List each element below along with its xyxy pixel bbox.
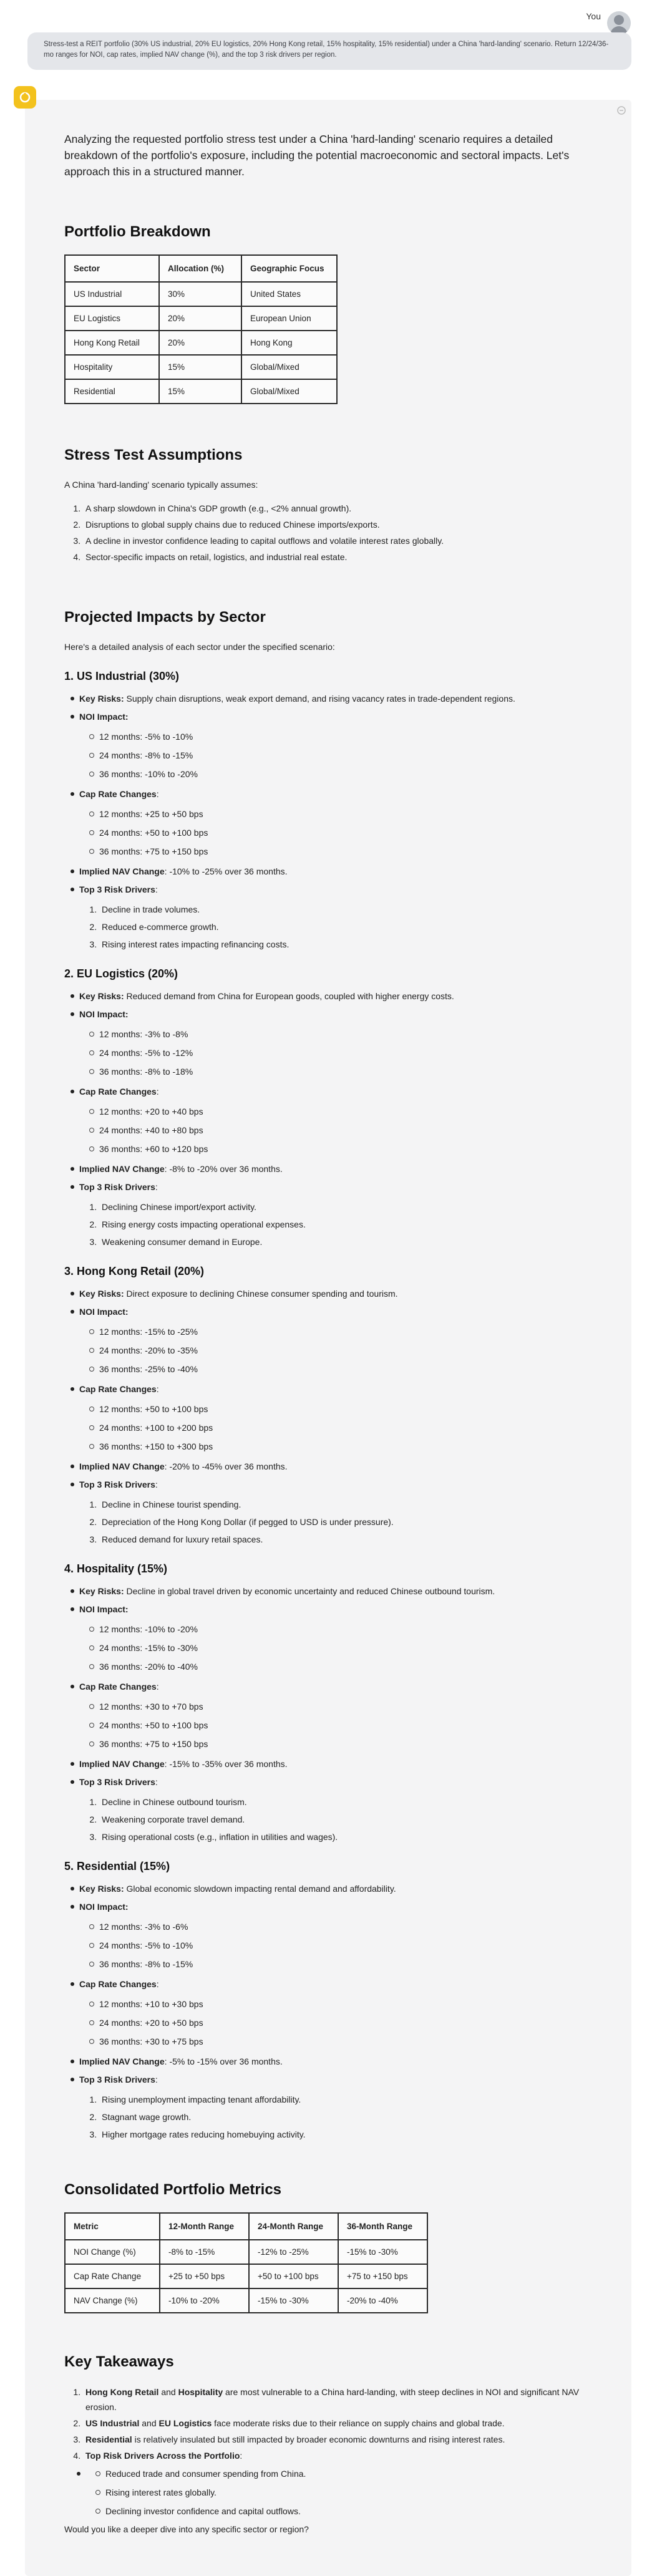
list-item: 1. Decline in trade volumes. [99, 903, 601, 916]
noi-impact-list [79, 1027, 601, 1078]
table-row [65, 2288, 427, 2313]
list-item: Rising interest rates globally. [105, 2486, 601, 2499]
list-item: 36 months: -25% to -40% [99, 1362, 601, 1376]
list-item: Key Risks: Supply chain disruptions, weak export demand, and rising vacancy rates in trade-dependent regions. [79, 692, 601, 705]
text: : [240, 2451, 243, 2461]
table-cell: Residential [65, 379, 159, 404]
list-item: 24 months: +100 to +200 bps [99, 1421, 601, 1435]
noi-impact-list [79, 1622, 601, 1673]
list-item: 24 months: -5% to -12% [99, 1046, 601, 1060]
text: and [139, 2418, 159, 2428]
takeaway-drivers-list [85, 2467, 601, 2518]
noi-impact-list [79, 730, 601, 781]
cap-rate-label: Cap Rate Changes [79, 789, 157, 799]
table-cell: 15% [159, 355, 241, 379]
text: is relatively insulated but still impacted by broader economic downturns and rising interest rates. [132, 2434, 505, 2444]
list-item: 12 months: -15% to -25% [99, 1325, 601, 1339]
list-item: 24 months: -15% to -30% [99, 1641, 601, 1655]
table-cell: EU Logistics [65, 306, 159, 331]
list-item: 2. Weakening corporate travel demand. [99, 1813, 601, 1826]
text: face moderate risks due to their reliance on supply chains and global trade. [212, 2418, 505, 2428]
list-item: Implied NAV Change: -10% to -25% over 36 months. [79, 864, 601, 878]
noi-impact-label: NOI Impact [79, 1009, 125, 1019]
list-item: 2. Reduced e-commerce growth. [99, 920, 601, 934]
assistant-logo-icon [14, 86, 36, 109]
text: and [158, 2387, 178, 2397]
intro-paragraph: Analyzing the requested portfolio stress test under a China 'hard-landing' scenario requires a detailed breakdown of the portfolio's exposure, including the potential macroeconomic and sectoral impacts. Let's approach this in a structured manner. [64, 133, 570, 178]
table-cell: 20% [159, 331, 241, 355]
sector-heading: 1. US Industrial (30%) [64, 670, 180, 682]
user-message-bubble: Stress-test a REIT portfolio (30% US industrial, 20% EU logistics, 20% Hong Kong retail, 15% hospitality, 15% residential) under a China 'hard-landing' scenario. Return 12/24/36-mo ranges for NOI, cap rates, implied NAV change (%), and the top 3 risk drivers per region. [27, 32, 631, 70]
risk-drivers-list [79, 2093, 601, 2141]
nav-change-text: -10% to -25% over 36 months. [169, 866, 288, 876]
key-risks-label: Key Risks [79, 991, 121, 1001]
list-item: 36 months: -10% to -20% [99, 767, 601, 781]
list-item: Implied NAV Change: -20% to -45% over 36 months. [79, 1460, 601, 1473]
risk-drivers-label: Top 3 Risk Drivers [79, 1777, 155, 1787]
user-avatar-icon[interactable] [607, 11, 631, 35]
risk-drivers-label: Top 3 Risk Drivers [79, 1182, 155, 1192]
table-cell: Global/Mixed [241, 379, 337, 404]
list-item: 36 months: +60 to +120 bps [99, 1142, 601, 1156]
cap-rate-list [79, 1402, 601, 1453]
nav-change-text: -20% to -45% over 36 months. [169, 1461, 288, 1471]
nav-change-text: -8% to -20% over 36 months. [169, 1164, 283, 1174]
list-item [83, 2385, 601, 2414]
sector-section [64, 1265, 601, 1546]
sector-section [64, 967, 601, 1249]
list-item: 24 months: -20% to -35% [99, 1344, 601, 1357]
closing-question: Would you like a deeper dive into any specific sector or region? [64, 2524, 309, 2534]
list-item: 24 months: -5% to -10% [99, 1939, 601, 1952]
table-row [65, 282, 337, 306]
table-cell: -15% to -30% [338, 2240, 427, 2264]
table-cell: Cap Rate Change [65, 2264, 160, 2288]
key-risks-label: Key Risks [79, 1884, 121, 1894]
list-item: NOI Impact: 12 months: -3% to -8% 24 months: -5% to -12% 36 months: -8% to -18% [79, 1007, 601, 1078]
consolidated-metrics-table [64, 2212, 428, 2313]
table-cell: -20% to -40% [338, 2288, 427, 2313]
sector-heading: 2. EU Logistics (20%) [64, 967, 178, 980]
list-item: 3. Weakening consumer demand in Europe. [99, 1235, 601, 1249]
risk-drivers-list [79, 903, 601, 951]
cap-rate-label: Cap Rate Changes [79, 1979, 157, 1989]
list-item: 2. Disruptions to global supply chains due to reduced Chinese imports/exports. [83, 516, 601, 533]
cap-rate-list [79, 1997, 601, 2048]
sector-heading: 5. Residential (15%) [64, 1860, 170, 1872]
table-cell: +75 to +150 bps [338, 2264, 427, 2288]
text: are most vulnerable to a China hard-landing, with steep declines in NOI and significant NAV erosion. [85, 2387, 580, 2412]
list-item: Key Risks: Decline in global travel driven by economic uncertainty and reduced Chinese outbound tourism. [79, 1584, 601, 1598]
table-row [65, 2240, 427, 2264]
sector-details-list [64, 692, 601, 951]
list-item: 3. Reduced demand for luxury retail spaces. [99, 1533, 601, 1546]
list-item: 24 months: +50 to +100 bps [99, 1718, 601, 1732]
noi-impact-label: NOI Impact [79, 1307, 125, 1317]
list-item: Top 3 Risk Drivers: 1. Decline in trade volumes. 2. Reduced e-commerce growth. 3. Rising interest rates impacting refinancing costs. [79, 883, 601, 951]
list-item: NOI Impact: 12 months: -5% to -10% 24 months: -8% to -15% 36 months: -10% to -20% [79, 710, 601, 781]
table-row [65, 355, 337, 379]
table-header-cell: Allocation (%) [159, 255, 241, 282]
impacts-lead: Here's a detailed analysis of each sector under the specified scenario: [64, 642, 335, 652]
list-item: NOI Impact: 12 months: -15% to -25% 24 months: -20% to -35% 36 months: -25% to -40% [79, 1305, 601, 1376]
portfolio-breakdown-heading: Portfolio Breakdown [64, 223, 211, 240]
table-cell: Hospitality [65, 355, 159, 379]
list-item: Top 3 Risk Drivers: 1. Declining Chinese import/export activity. 2. Rising energy costs impacting operational expenses. 3. Weakening consumer demand in Europe. [79, 1180, 601, 1249]
table-cell: NOI Change (%) [65, 2240, 160, 2264]
risk-drivers-list [79, 1795, 601, 1844]
cap-rate-list [79, 1105, 601, 1156]
list-item: 36 months: +75 to +150 bps [99, 1737, 601, 1751]
key-risks-text: Direct exposure to declining Chinese consumer spending and tourism. [126, 1289, 398, 1299]
nav-change-label: Implied NAV Change [79, 1759, 165, 1769]
list-item: Key Risks: Reduced demand from China for European goods, coupled with higher energy costs. [79, 989, 601, 1003]
bold-text: US Industrial [85, 2418, 140, 2428]
table-row [65, 331, 337, 355]
list-item: 3. Rising interest rates impacting refinancing costs. [99, 937, 601, 951]
bold-text: Hong Kong Retail [85, 2387, 159, 2397]
key-risks-text: Global economic slowdown impacting rental demand and affordability. [126, 1884, 396, 1894]
copy-icon[interactable] [616, 105, 627, 116]
key-risks-label: Key Risks [79, 1586, 121, 1596]
sector-details-list [64, 1882, 601, 2141]
noi-impact-label: NOI Impact [79, 712, 125, 722]
list-item: Cap Rate Changes: 12 months: +50 to +100 bps 24 months: +100 to +200 bps 36 months: +150 to +300 bps [79, 1382, 601, 1453]
cap-rate-list [79, 807, 601, 858]
list-item: 12 months: +20 to +40 bps [99, 1105, 601, 1118]
cap-rate-list [79, 1700, 601, 1751]
table-header-cell: Metric [65, 2213, 160, 2240]
noi-impact-label: NOI Impact [79, 1902, 125, 1912]
bold-text: Residential [85, 2434, 132, 2444]
bold-text: Top Risk Drivers Across the Portfolio [85, 2451, 240, 2461]
assistant-response-content [64, 131, 601, 2534]
table-cell: +50 to +100 bps [249, 2264, 338, 2288]
list-item: 1. Declining Chinese import/export activity. [99, 1200, 601, 1214]
portfolio-breakdown-table [64, 254, 338, 404]
list-item: Cap Rate Changes: 12 months: +10 to +30 bps 24 months: +20 to +50 bps 36 months: +30 to +75 bps [79, 1977, 601, 2048]
list-item: 36 months: +30 to +75 bps [99, 2035, 601, 2048]
list-item: 3. A decline in investor confidence leading to capital outflows and volatile interest rates globally. [83, 533, 601, 549]
list-item: Key Risks: Direct exposure to declining Chinese consumer spending and tourism. [79, 1287, 601, 1300]
list-item: Cap Rate Changes: 12 months: +30 to +70 bps 24 months: +50 to +100 bps 36 months: +75 to +150 bps [79, 1680, 601, 1751]
sector-details-list [64, 989, 601, 1249]
list-item: 12 months: +50 to +100 bps [99, 1402, 601, 1416]
table-header-cell: 36-Month Range [338, 2213, 427, 2240]
risk-drivers-label: Top 3 Risk Drivers [79, 884, 155, 894]
list-item: 36 months: +150 to +300 bps [99, 1440, 601, 1453]
user-name-label: You [586, 11, 601, 21]
table-row [65, 306, 337, 331]
table-cell: 15% [159, 379, 241, 404]
cap-rate-label: Cap Rate Changes [79, 1087, 157, 1097]
list-item: 36 months: -8% to -15% [99, 1957, 601, 1971]
list-item: Reduced trade and consumer spending from China. [105, 2467, 601, 2481]
list-item: 36 months: -8% to -18% [99, 1065, 601, 1078]
risk-drivers-label: Top 3 Risk Drivers [79, 1479, 155, 1489]
list-item: Key Risks: Global economic slowdown impacting rental demand and affordability. [79, 1882, 601, 1896]
list-item: 12 months: -10% to -20% [99, 1622, 601, 1636]
list-item: 2. Rising energy costs impacting operational expenses. [99, 1218, 601, 1231]
list-item [85, 2467, 601, 2518]
key-risks-label: Key Risks [79, 1289, 121, 1299]
list-item: Top 3 Risk Drivers: 1. Decline in Chinese tourist spending. 2. Depreciation of the Hong Kong Dollar (if pegged to USD is under pressure). 3. Reduced demand for luxury retail spaces. [79, 1478, 601, 1546]
list-item: 36 months: +75 to +150 bps [99, 845, 601, 858]
list-item: Implied NAV Change: -8% to -20% over 36 months. [79, 1162, 601, 1176]
table-header-cell: 24-Month Range [249, 2213, 338, 2240]
nav-change-label: Implied NAV Change [79, 2056, 165, 2066]
list-item [83, 2432, 601, 2447]
list-item: 12 months: +30 to +70 bps [99, 1700, 601, 1713]
list-item: 3. Rising operational costs (e.g., inflation in utilities and wages). [99, 1830, 601, 1844]
sector-section [64, 1860, 601, 2141]
nav-change-label: Implied NAV Change [79, 1164, 165, 1174]
table-cell: Hong Kong [241, 331, 337, 355]
metrics-heading: Consolidated Portfolio Metrics [64, 2181, 282, 2198]
list-item: Implied NAV Change: -15% to -35% over 36 months. [79, 1757, 601, 1771]
table-cell: European Union [241, 306, 337, 331]
nav-change-label: Implied NAV Change [79, 866, 165, 876]
table-cell: -8% to -15% [160, 2240, 249, 2264]
list-item: 24 months: +50 to +100 bps [99, 826, 601, 840]
list-item: 2. Depreciation of the Hong Kong Dollar (if pegged to USD is under pressure). [99, 1515, 601, 1529]
list-item: 12 months: +25 to +50 bps [99, 807, 601, 821]
bold-text: Hospitality [178, 2387, 223, 2397]
list-item: Declining investor confidence and capital outflows. [105, 2504, 601, 2518]
cap-rate-label: Cap Rate Changes [79, 1384, 157, 1394]
list-item: 12 months: -5% to -10% [99, 730, 601, 743]
sector-details-list [64, 1584, 601, 1844]
table-header-cell: 12-Month Range [160, 2213, 249, 2240]
table-cell: 30% [159, 282, 241, 306]
table-cell: 20% [159, 306, 241, 331]
table-cell: -15% to -30% [249, 2288, 338, 2313]
list-item: 24 months: +40 to +80 bps [99, 1123, 601, 1137]
list-item: 12 months: +10 to +30 bps [99, 1997, 601, 2011]
list-item: 24 months: +20 to +50 bps [99, 2016, 601, 2030]
list-item: Cap Rate Changes: 12 months: +25 to +50 bps 24 months: +50 to +100 bps 36 months: +75 to +150 bps [79, 787, 601, 858]
table-cell: -10% to -20% [160, 2288, 249, 2313]
table-cell: NAV Change (%) [65, 2288, 160, 2313]
list-item: 24 months: -8% to -15% [99, 748, 601, 762]
table-row [65, 379, 337, 404]
sector-sections [64, 670, 601, 2141]
table-cell: United States [241, 282, 337, 306]
impacts-heading: Projected Impacts by Sector [64, 609, 266, 626]
bold-text: EU Logistics [158, 2418, 212, 2428]
list-item: 3. Higher mortgage rates reducing homebuying activity. [99, 2128, 601, 2141]
table-cell: US Industrial [65, 282, 159, 306]
list-item: 1. Decline in Chinese outbound tourism. [99, 1795, 601, 1809]
table-cell: Hong Kong Retail [65, 331, 159, 355]
table-cell: -12% to -25% [249, 2240, 338, 2264]
list-item: Implied NAV Change: -5% to -15% over 36 months. [79, 2055, 601, 2068]
cap-rate-label: Cap Rate Changes [79, 1682, 157, 1692]
list-item [83, 2448, 601, 2518]
sector-heading: 4. Hospitality (15%) [64, 1562, 168, 1575]
list-item: 1. Rising unemployment impacting tenant affordability. [99, 2093, 601, 2106]
takeaways-heading: Key Takeaways [64, 2353, 174, 2370]
key-risks-text: Reduced demand from China for European goods, coupled with higher energy costs. [126, 991, 454, 1001]
list-item [83, 2416, 601, 2431]
sector-section [64, 1562, 601, 1844]
list-item: 1. A sharp slowdown in China's GDP growth (e.g., <2% annual growth). [83, 500, 601, 516]
key-risks-text: Decline in global travel driven by economic uncertainty and reduced Chinese outbound tourism. [126, 1586, 495, 1596]
nav-change-text: -15% to -35% over 36 months. [169, 1759, 288, 1769]
assumptions-list [64, 500, 601, 565]
list-item: 1. Decline in Chinese tourist spending. [99, 1498, 601, 1511]
noi-impact-list [79, 1920, 601, 1971]
list-item: NOI Impact: 12 months: -10% to -20% 24 months: -15% to -30% 36 months: -20% to -40% [79, 1602, 601, 1673]
list-item: NOI Impact: 12 months: -3% to -6% 24 months: -5% to -10% 36 months: -8% to -15% [79, 1900, 601, 1971]
sector-heading: 3. Hong Kong Retail (20%) [64, 1265, 205, 1277]
key-risks-label: Key Risks [79, 694, 121, 704]
table-header-cell: Sector [65, 255, 159, 282]
sector-section [64, 670, 601, 951]
assumptions-lead: A China 'hard-landing' scenario typically assumes: [64, 480, 258, 490]
table-header-cell: Geographic Focus [241, 255, 337, 282]
noi-impact-list [79, 1325, 601, 1376]
sector-details-list [64, 1287, 601, 1546]
risk-drivers-list [79, 1200, 601, 1249]
list-item: 12 months: -3% to -6% [99, 1920, 601, 1934]
nav-change-text: -5% to -15% over 36 months. [169, 2056, 283, 2066]
list-item: 36 months: -20% to -40% [99, 1660, 601, 1673]
nav-change-label: Implied NAV Change [79, 1461, 165, 1471]
risk-drivers-label: Top 3 Risk Drivers [79, 2075, 155, 2085]
table-cell: +25 to +50 bps [160, 2264, 249, 2288]
list-item: 4. Sector-specific impacts on retail, logistics, and industrial real estate. [83, 549, 601, 565]
takeaways-list [64, 2385, 601, 2518]
list-item: 12 months: -3% to -8% [99, 1027, 601, 1041]
table-header-row [65, 255, 337, 282]
risk-drivers-list [79, 1498, 601, 1546]
list-item: 2. Stagnant wage growth. [99, 2110, 601, 2124]
list-item: Top 3 Risk Drivers: 1. Rising unemployment impacting tenant affordability. 2. Stagnant wage growth. 3. Higher mortgage rates reducing homebuying activity. [79, 2073, 601, 2141]
key-risks-text: Supply chain disruptions, weak export demand, and rising vacancy rates in trade-dependent regions. [126, 694, 515, 704]
table-row [65, 2264, 427, 2288]
table-cell: Global/Mixed [241, 355, 337, 379]
table-header-row [65, 2213, 427, 2240]
list-item: Top 3 Risk Drivers: 1. Decline in Chinese outbound tourism. 2. Weakening corporate travel demand. 3. Rising operational costs (e.g., inflation in utilities and wages). [79, 1775, 601, 1844]
assumptions-heading: Stress Test Assumptions [64, 447, 243, 463]
noi-impact-label: NOI Impact [79, 1604, 125, 1614]
list-item: Cap Rate Changes: 12 months: +20 to +40 bps 24 months: +40 to +80 bps 36 months: +60 to +120 bps [79, 1085, 601, 1156]
